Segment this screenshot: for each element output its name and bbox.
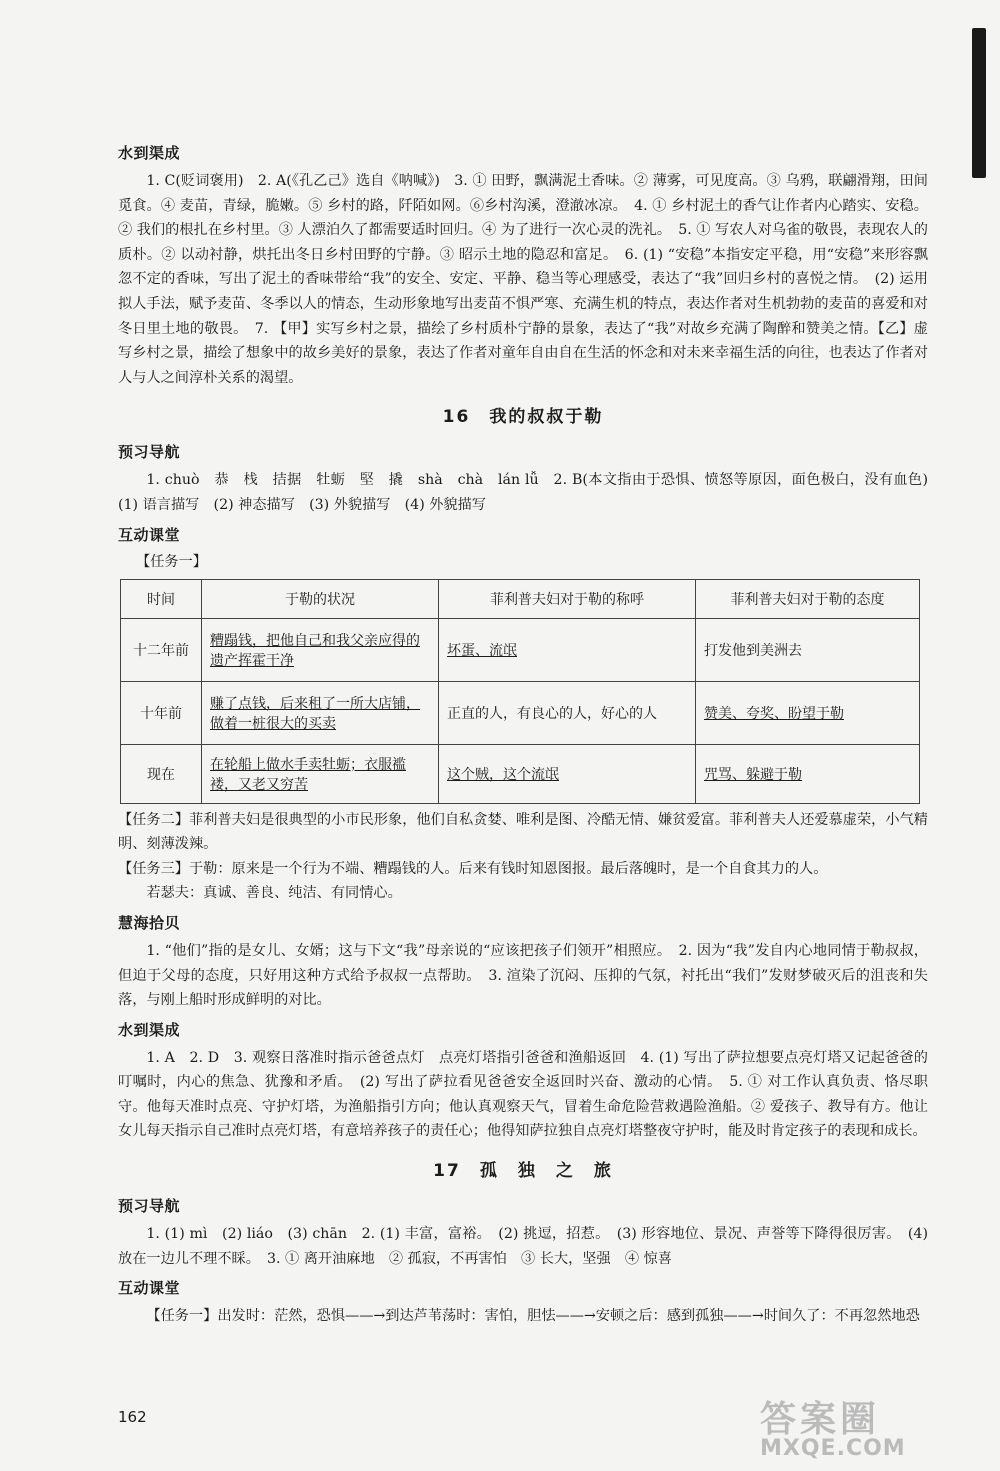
answer-paragraph: 1. A 2. D 3. 观察日落准时指示爸爸点灯 点亮灯塔指引爸爸和渔船返回 4. (1) 写出了萨拉想要点亮灯塔又记起爸爸的叮嘱时，内心的焦急、犹豫和矛盾。 (2) 写出了萨拉看见爸爸安全返回时兴奋、激动的心情。 5. ① 对工作认真负责、恪尽职守。他每天准时点亮、守护灯塔，为渔船指引方向；他认真观察天气，冒着生命危险营救遇险渔船。② 爱孩子、教导有方。他让女儿每天指示自己准时点亮灯塔，有意培养孩子的责任心；他得知萨拉独自点亮灯塔整夜守护时，能及时肯定孩子的表现和成长。	[118, 1049, 928, 1140]
answer-paragraph: 若瑟夫：真诚、善良、纯洁、有同情心。	[146, 885, 402, 902]
table-row	[121, 618, 920, 681]
table-row	[121, 744, 920, 803]
table-cell	[696, 681, 920, 744]
cell-text: 咒骂、躲避于勒	[704, 766, 802, 783]
table-cell: 正直的人，有良心的人，好心的人	[439, 681, 696, 744]
cell-text: 这个贼，这个流氓	[447, 766, 559, 783]
table-cell: 十二年前	[121, 618, 202, 681]
column-header: 于勒的状况	[202, 579, 439, 618]
answer-paragraph: 【任务三】于勒：原来是一个行为不端、糟蹋钱的人。后来有钱时知恩图报。最后落魄时，是一个自食其力的人。	[118, 860, 828, 877]
table-row	[121, 681, 920, 744]
watermark-logo	[760, 1391, 960, 1461]
column-header: 时间	[121, 579, 202, 618]
section-heading: 水到渠成	[118, 1020, 181, 1039]
table-cell: 现在	[121, 744, 202, 803]
table-header-row	[121, 579, 920, 618]
section-heading: 慧海拾贝	[118, 913, 181, 932]
task-label: 【任务一】	[136, 553, 207, 570]
cell-text: 在轮船上做水手卖牡蛎；衣服褴褛，又老又穷苦	[210, 756, 406, 793]
lesson-title: 17 孤 独 之 旅	[433, 1161, 613, 1182]
table-cell	[202, 744, 439, 803]
cell-text: 坏蛋、流氓	[447, 642, 517, 659]
cell-text: 糟蹋钱，把他自己和我父亲应得的遗产挥霍干净	[210, 632, 420, 669]
answer-page	[118, 136, 943, 1329]
column-header: 菲利普夫妇对于勒的称呼	[439, 579, 696, 618]
table-cell: 打发他到美洲去	[696, 618, 920, 681]
table-cell	[202, 681, 439, 744]
lesson-title: 16 我的叔叔于勒	[442, 407, 604, 428]
table-cell	[202, 618, 439, 681]
column-header: 菲利普夫妇对于勒的态度	[696, 579, 920, 618]
cell-text: 赞美、夸奖、盼望于勒	[704, 705, 844, 722]
table-cell	[439, 618, 696, 681]
table-cell: 十年前	[121, 681, 202, 744]
section-heading: 互动课堂	[118, 1279, 181, 1298]
watermark-url: MXQE.COM	[760, 1436, 906, 1461]
watermark-text: 答案圈	[760, 1399, 881, 1440]
character-table	[120, 579, 920, 804]
section-heading: 预习导航	[118, 1197, 181, 1216]
section-heading: 互动课堂	[118, 525, 181, 544]
answer-paragraph: 1. (1) mì (2) liáo (3) chān 2. (1) 丰富，富裕。 (2) 挑逗，招惹。 (3) 形容地位、景况、声誉等下降得很厉害。 (4) 放在一边儿不理不睬。 3. ① 离开油麻地 ② 孤寂，不再害怕 ③ 长大，坚强 ④ 惊喜	[118, 1226, 928, 1267]
page-number: 162	[118, 1408, 147, 1426]
section-heading: 预习导航	[118, 443, 181, 462]
cell-text: 赚了点钱，后来租了一所大店铺，做着一桩很大的买卖	[210, 695, 420, 732]
answer-paragraph: 【任务二】菲利普夫妇是很典型的小市民形象，他们自私贪婪、唯利是图、冷酷无情、嫌贫爱富。菲利普夫人还爱慕虚荣，小气精明、刻薄泼辣。	[118, 811, 928, 853]
answer-paragraph: 1. C(贬词褒用) 2. A(《孔乙己》选自《呐喊》) 3. ① 田野，飘满泥土香味。② 薄雾，可见度高。③ 乌鸦，联翩滑翔，田间觅食。④ 麦苗，青绿，脆嫩。⑤ 乡村的路，阡陌如网。⑥乡村沟溪，澄澈冰凉。 4. ① 乡村泥土的香气让作者内心踏实、安稳。② 我们的根扎在乡村里。③ 人漂泊久了都需要适时回归。④ 为了进行一次心灵的洗礼。 5. ① 写农人对乌雀的敬畏，表现农人的质朴。② 以动衬静，烘托出冬日乡村田野的宁静。③ 昭示土地的隐忍和富足。 6. (1) “安稳”本指安定平稳，用“安稳”来形容飘忽不定的香味，写出了泥土的香味带给“我”的安全、安定、平静、稳当等心理感受，表达了“我”回归乡村的喜悦之情。 (2) 运用拟人手法，赋予麦苗、冬季以人的情态，生动形象地写出麦苗不惧严寒、充满生机的特点，表达作者对生机勃勃的麦苗的喜爱和对冬日里土地的敬畏。 7. 【甲】实写乡村之景，描绘了乡村质朴宁静的景象，表达了“我”对故乡充满了陶醉和赞美之情。【乙】虚写乡村之景，描绘了想象中的故乡美好的景象，表达了作者对童年自由自在生活的怀念和对未来幸福生活的向往，也表达了作者对人与人之间淳朴关系的渴望。	[118, 173, 928, 386]
answer-paragraph: 1. chuò 恭 栈 拮据 牡蛎 堅 撬 shà chà lán lǚ 2. B(本文指由于恐惧、愤怒等原因，面色极白，没有血色) (1) 语言描写 (2) 神态描写 (3) 外貌描写 (4) 外貌描写	[118, 472, 943, 513]
answer-paragraph: 1. “他们”指的是女儿、女婿；这与下文“我”母亲说的“应该把孩子们领开”相照应。 2. 因为“我”发自内心地同情于勒叔叔，但迫于父母的态度，只好用这种方式给予叔叔一点帮助。 3. 渲染了沉闷、压抑的气氛，衬托出“我们”发财梦破灭后的沮丧和失落，与刚上船时形成鲜明的对比。	[118, 942, 928, 1009]
table-cell	[696, 744, 920, 803]
answer-paragraph: 【任务一】出发时：茫然，恐惧——→到达芦苇荡时：害怕，胆怯——→安顿之后：感到孤独——→时间久了：不再忽然地恐	[146, 1308, 920, 1325]
page-edge-shadow	[972, 28, 986, 178]
table-cell	[439, 744, 696, 803]
section-heading: 水到渠成	[118, 144, 181, 162]
